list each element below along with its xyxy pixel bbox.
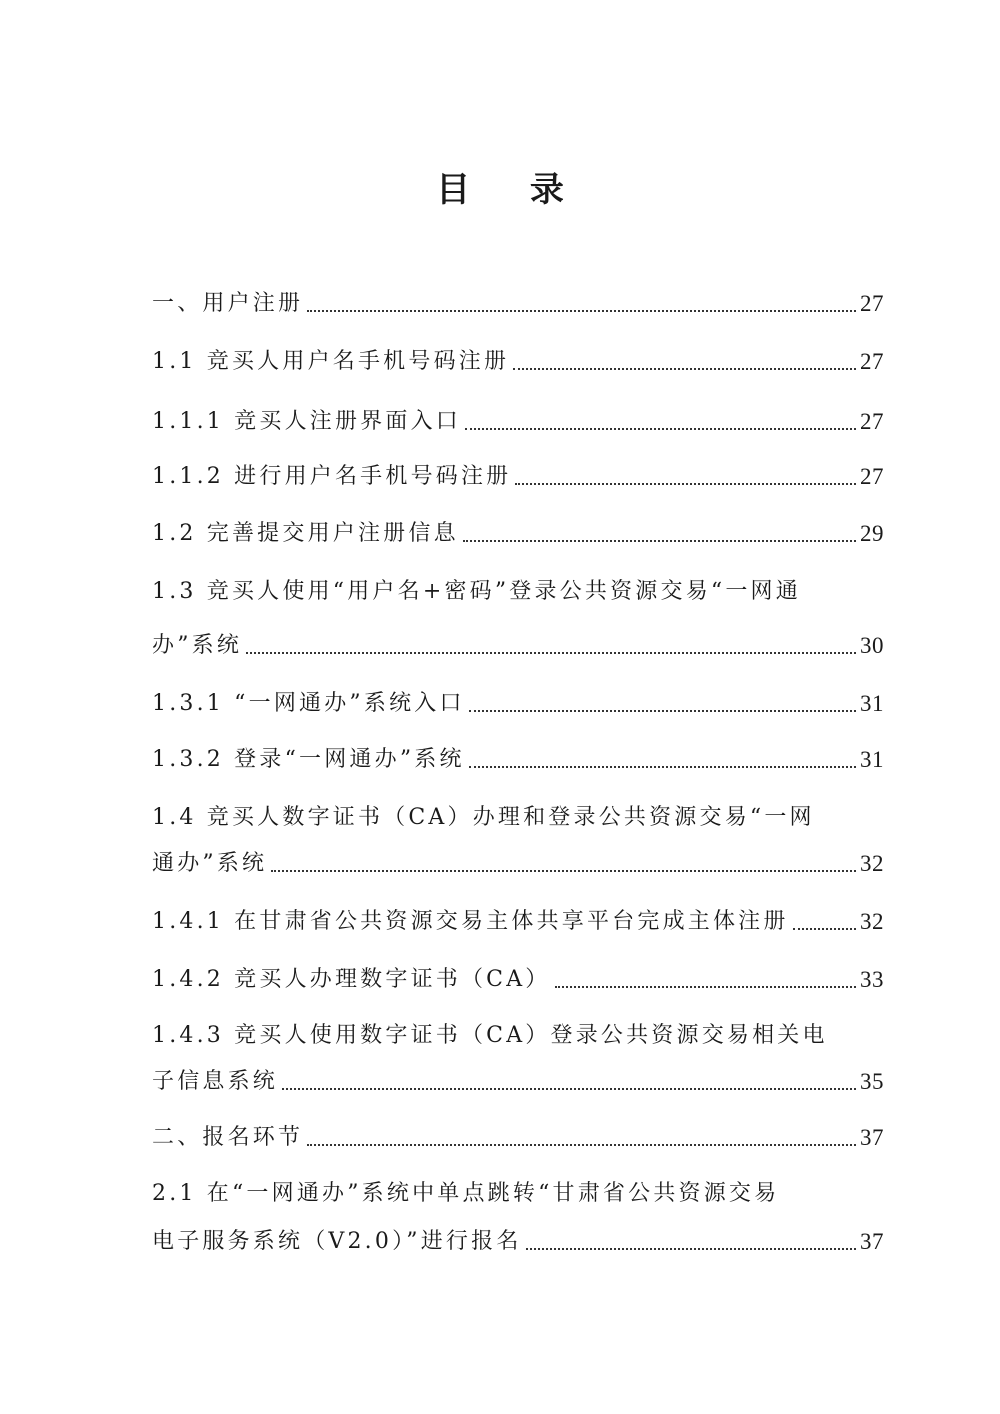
toc-page-number: 37 — [860, 1125, 884, 1150]
dot-leader — [469, 710, 856, 712]
toc-page-number: 32 — [860, 909, 884, 934]
toc-entry-first-line[interactable] — [152, 1170, 884, 1210]
toc-entry[interactable] — [152, 680, 884, 720]
toc-entry-text-continued: 子信息系统 — [152, 1069, 279, 1094]
toc-entry[interactable] — [152, 956, 884, 996]
toc-entry-text-continued: 办”系统 — [152, 633, 243, 658]
toc-entry-first-line[interactable] — [152, 794, 884, 834]
dot-leader — [515, 483, 856, 485]
toc-entry-text: 1.4 竞买人数字证书（CA）办理和登录公共资源交易“一网 — [152, 805, 815, 830]
dot-leader — [246, 652, 856, 654]
dot-leader — [793, 928, 856, 930]
toc-entry-first-line[interactable] — [152, 568, 884, 608]
toc-entry-text: 1.2 完善提交用户注册信息 — [152, 521, 459, 546]
toc-entry-text: 1.1.2 进行用户名手机号码注册 — [152, 464, 512, 489]
toc-entry-text: 二、报名环节 — [152, 1125, 304, 1150]
dot-leader — [282, 1088, 856, 1090]
toc-entry-text: 1.3.2 登录“一网通办”系统 — [152, 747, 465, 772]
toc-entry[interactable] — [152, 736, 884, 776]
dot-leader — [513, 368, 856, 370]
dot-leader — [465, 428, 856, 430]
toc-page-number: 37 — [860, 1229, 884, 1254]
toc-entry[interactable] — [152, 280, 884, 320]
toc-page-number: 35 — [860, 1069, 884, 1094]
toc-entry-text-continued: 通办”系统 — [152, 851, 268, 876]
toc-entry-text-continued: 电子服务系统（V2.0）”进行报名 — [152, 1229, 522, 1254]
dot-leader — [469, 766, 856, 768]
toc-page-number: 30 — [860, 633, 884, 658]
toc-page-number: 33 — [860, 967, 884, 992]
toc-page-number: 31 — [860, 747, 884, 772]
toc-entry[interactable] — [152, 398, 884, 438]
toc-entry-text: 1.4.2 竞买人办理数字证书（CA） — [152, 967, 551, 992]
toc-entry-text: 一、用户注册 — [152, 291, 304, 316]
dot-leader — [526, 1248, 856, 1250]
toc-entry-text: 1.1 竞买人用户名手机号码注册 — [152, 349, 510, 374]
toc-entry-text: 1.3 竞买人使用“用户名+密码”登录公共资源交易“一网通 — [152, 579, 801, 604]
dot-leader — [307, 1144, 856, 1146]
toc-entry-text: 1.1.1 竞买人注册界面入口 — [152, 409, 461, 434]
toc-page-number: 27 — [860, 349, 884, 374]
toc-entry-text: 1.4.1 在甘肃省公共资源交易主体共享平台完成主体注册 — [152, 909, 789, 934]
page-title: 目 录 — [436, 170, 588, 210]
toc-page-number: 31 — [860, 691, 884, 716]
toc-entry[interactable] — [152, 622, 884, 662]
dot-leader — [555, 986, 857, 988]
toc-entry[interactable] — [152, 453, 884, 493]
toc-entry[interactable] — [152, 898, 884, 938]
toc-page-number: 27 — [860, 409, 884, 434]
toc-page-number: 32 — [860, 851, 884, 876]
dot-leader — [271, 870, 856, 872]
toc-entry[interactable] — [152, 840, 884, 880]
toc-page-number: 27 — [860, 291, 884, 316]
toc-page-number: 29 — [860, 521, 884, 546]
toc-entry-first-line[interactable] — [152, 1012, 884, 1052]
dot-leader — [307, 310, 856, 312]
dot-leader — [463, 540, 856, 542]
toc-entry[interactable] — [152, 1218, 884, 1258]
toc-entry[interactable] — [152, 338, 884, 378]
toc-entry[interactable] — [152, 510, 884, 550]
toc-entry-text: 1.3.1 “一网通办”系统入口 — [152, 691, 465, 716]
toc-entry-text: 1.4.3 竞买人使用数字证书（CA）登录公共资源交易相关电 — [152, 1023, 828, 1048]
toc-entry-text: 2.1 在“一网通办”系统中单点跳转“甘肃省公共资源交易 — [152, 1181, 780, 1206]
toc-entry[interactable] — [152, 1058, 884, 1098]
toc-page-number: 27 — [860, 464, 884, 489]
toc-entry[interactable] — [152, 1114, 884, 1154]
